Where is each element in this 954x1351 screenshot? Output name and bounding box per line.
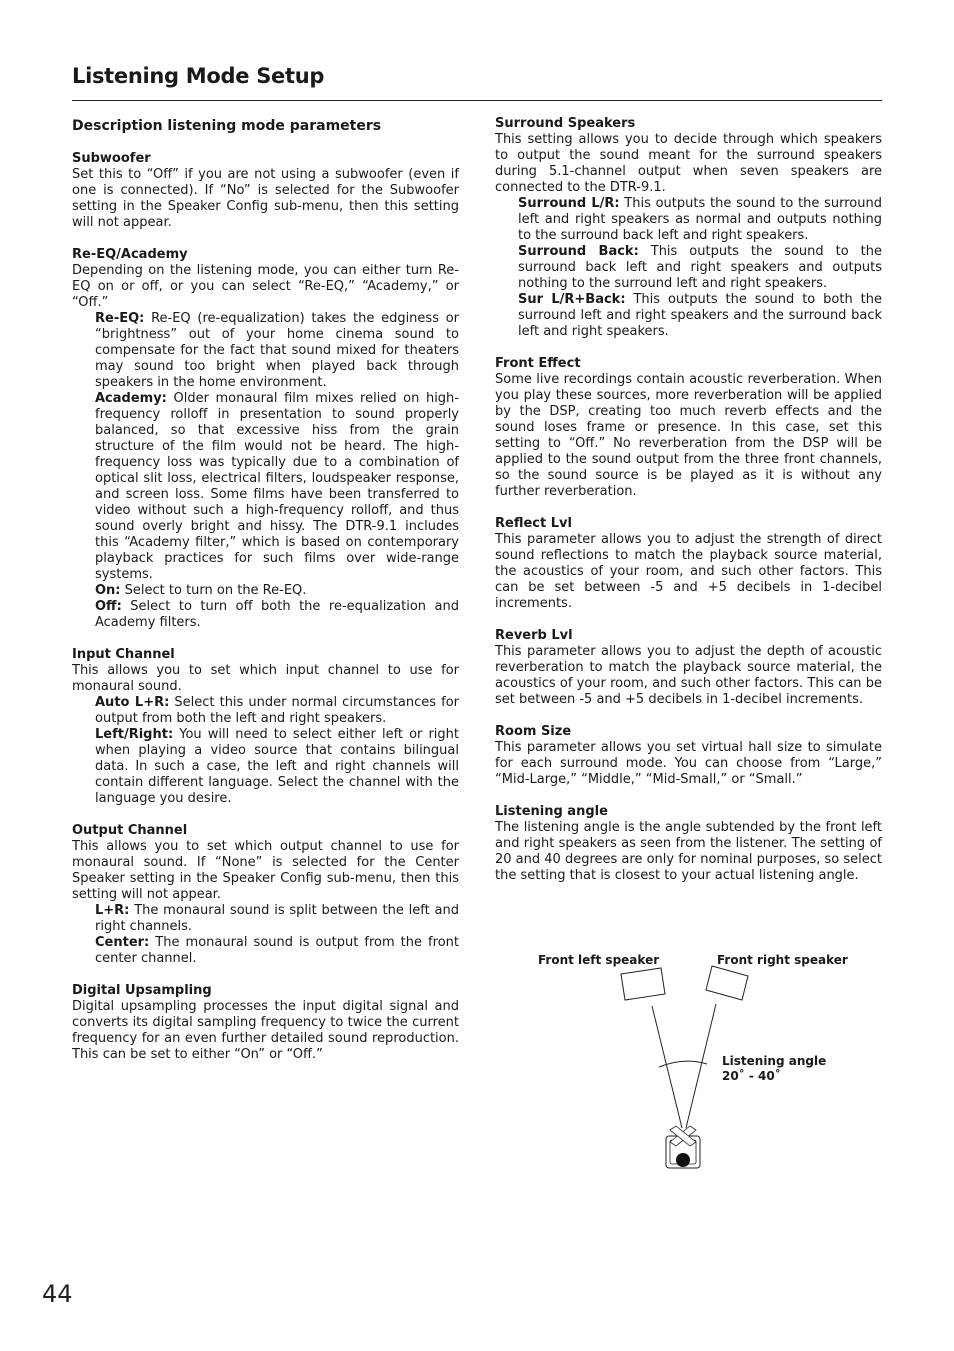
surround-back-key: Surround Back: <box>518 244 639 259</box>
surround-back-item <box>518 244 882 292</box>
digital-upsampling-title: Digital Upsampling <box>72 983 212 998</box>
subwoofer-section <box>72 151 459 231</box>
surround-lr-text: This outputs the sound to the surround left and right speakers as normal and outputs nothing to the surround back left and right speakers. <box>518 196 882 243</box>
page-title: Listening Mode Setup <box>72 64 325 88</box>
digital-upsampling-text: Digital upsampling processes the input digital signal and converts its digital sampling frequency to twice the current frequency for an even further detailed sound reproduction. This can be set to either “On” or “Off.” <box>72 999 459 1062</box>
center-item <box>95 935 459 967</box>
reeq-item-text: Re-EQ (re-equalization) takes the edginess or “brightness” out of your home cinema sound to compensate for the fact that sound mixed for theaters may sound too bright when played back through speakers in the home environment. <box>95 311 459 390</box>
input-channel-title: Input Channel <box>72 647 175 662</box>
reeq-title: Re-EQ/Academy <box>72 247 188 262</box>
reeq-item <box>95 311 459 391</box>
listening-angle-title: Listening angle <box>495 804 608 819</box>
academy-item <box>95 391 459 583</box>
digital-upsampling-section <box>72 983 459 1063</box>
front-right-speaker-icon <box>706 966 748 1000</box>
lr-item <box>95 903 459 935</box>
room-size-text: This parameter allows you set virtual hall size to simulate for each surround mode. You can choose from “Large,” “Mid-Large,” “Middle,” “Mid-Small,” or “Small.” <box>495 740 882 787</box>
title-divider <box>72 100 882 101</box>
reeq-text: Depending on the listening mode, you can either turn Re-EQ on or off, or you can select “Re-EQ,” “Academy,” or “Off.” <box>72 263 459 310</box>
front-left-speaker-icon <box>621 968 665 1000</box>
input-channel-section <box>72 647 459 807</box>
off-item <box>95 599 459 631</box>
listening-angle-section <box>495 804 882 884</box>
listening-angle-text: The listening angle is the angle subtended by the front left and right speakers as seen from the listener. The setting of 20 and 40 degrees are only for nominal purposes, so select the setting that is closest to your actual listening angle. <box>495 820 882 883</box>
left-sight-line <box>652 1006 682 1128</box>
reflect-lvl-title: Reflect Lvl <box>495 516 572 531</box>
reflect-lvl-text: This parameter allows you to adjust the strength of direct sound reflections to match the playback source material, the acoustics of your room, and such other factors. This can be set between -5 and +5 decibels in 1-decibel increments. <box>495 532 882 611</box>
surround-lr-item <box>518 196 882 244</box>
surround-back-text: This outputs the sound to the surround back left and right speakers and outputs nothing to the surround left and right speakers. <box>518 244 882 291</box>
left-right-key: Left/Right: <box>95 727 174 742</box>
surround-speakers-text: This setting allows you to decide through which speakers to output the sound meant for the surround speakers during 5.1-channel output when seven speakers are connected to the DTR-9.1. <box>495 132 882 195</box>
front-effect-section <box>495 356 882 500</box>
right-sight-line <box>686 1004 716 1128</box>
listener-icon <box>666 1126 700 1168</box>
sur-lr-back-key: Sur L/R+Back: <box>518 292 626 307</box>
reverb-lvl-section <box>495 628 882 708</box>
angle-label <box>722 1054 826 1084</box>
off-item-text: Select to turn off both the re-equalization and Academy filters. <box>95 599 459 630</box>
on-item <box>95 583 459 599</box>
lr-text: The monaural sound is split between the left and right channels. <box>95 903 459 934</box>
surround-lr-key: Surround L/R: <box>518 196 620 211</box>
lr-key: L+R: <box>95 903 130 918</box>
reverb-lvl-text: This parameter allows you to adjust the depth of acoustic reverberation to match the playback source material, the acoustics of your room, and such other factors. This can be set between -5 and +5 decibels in 1-decibel increments. <box>495 644 882 707</box>
room-size-title: Room Size <box>495 724 572 739</box>
auto-lr-item <box>95 695 459 727</box>
subwoofer-text: Set this to “Off” if you are not using a subwoofer (even if one is connected). If “No” is selected for the Subwoofer setting in the Speaker Config sub-menu, then this setting will not appear. <box>72 167 459 230</box>
output-channel-title: Output Channel <box>72 823 188 838</box>
listening-angle-diagram <box>520 940 880 1190</box>
surround-speakers-section <box>495 116 882 340</box>
center-text: The monaural sound is output from the front center channel. <box>95 935 459 966</box>
surround-speakers-title: Surround Speakers <box>495 116 636 131</box>
academy-item-text: Older monaural film mixes relied on high-frequency rolloff in presentation to sound properly balanced, so that excessive hiss from the grain structure of the film would not be heard. The high-frequency loss was typically due to a combination of optical slit loss, electrical filters, loudspeaker response, and screen loss. Some films have been transferred to video without such a high-frequency rolloff, and thus sound overly bright and hissy. The DTR-9.1 includes this “Academy filter,” which is based on contemporary playback practices for such films over wide-range systems. <box>95 391 459 582</box>
room-size-section <box>495 724 882 788</box>
on-item-text: Select to turn on the Re-EQ. <box>120 583 307 598</box>
front-effect-text: Some live recordings contain acoustic reverberation. When you play these sources, more reverberation will be applied by the DSP, creating too much reverb effects and the sound loses frame or presence. In this case, set this setting to “Off.” No reverberation from the DSP will be applied to the sound output from the three front channels, so the sound source is be played as it is without any further reverberation. <box>495 372 882 499</box>
sur-lr-back-text: This outputs the sound to both the surround left and right speakers and the surround back left and right speakers. <box>518 292 882 339</box>
sur-lr-back-item <box>518 292 882 340</box>
section-heading: Description listening mode parameters <box>72 118 382 134</box>
off-item-key: Off: <box>95 599 122 614</box>
reeq-item-key: Re-EQ: <box>95 311 145 326</box>
left-column <box>72 118 459 1079</box>
input-channel-text: This allows you to set which input channel to use for monaural sound. <box>72 663 459 694</box>
left-right-item <box>95 727 459 807</box>
front-right-label: Front right speaker <box>717 953 848 967</box>
angle-label-line1: Listening angle <box>722 1054 827 1068</box>
output-channel-text: This allows you to set which output channel to use for monaural sound. If “None” is selected for the Center Speaker setting in the Speaker Config sub-menu, then this setting will not appear. <box>72 839 459 902</box>
reflect-lvl-section <box>495 516 882 612</box>
subwoofer-title: Subwoofer <box>72 151 151 166</box>
front-effect-title: Front Effect <box>495 356 581 371</box>
right-column <box>495 116 882 900</box>
front-left-label: Front left speaker <box>538 953 660 967</box>
center-key: Center: <box>95 935 150 950</box>
angle-label-line2: 20˚ - 40˚ <box>722 1069 781 1083</box>
page-number: 44 <box>42 1280 73 1308</box>
auto-lr-text: Select this under normal circumstances for output from both the left and right speakers. <box>95 695 460 726</box>
output-channel-section <box>72 823 459 967</box>
reeq-section <box>72 247 459 631</box>
reverb-lvl-title: Reverb Lvl <box>495 628 573 643</box>
on-item-key: On: <box>95 583 121 598</box>
auto-lr-key: Auto L+R: <box>95 695 170 710</box>
academy-item-key: Academy: <box>95 391 167 406</box>
left-right-text: You will need to select either left or right when playing a video source that contains bilingual data. In such a case, the left and right channels will contain different language. Select the channel with the language you desire. <box>95 727 459 806</box>
